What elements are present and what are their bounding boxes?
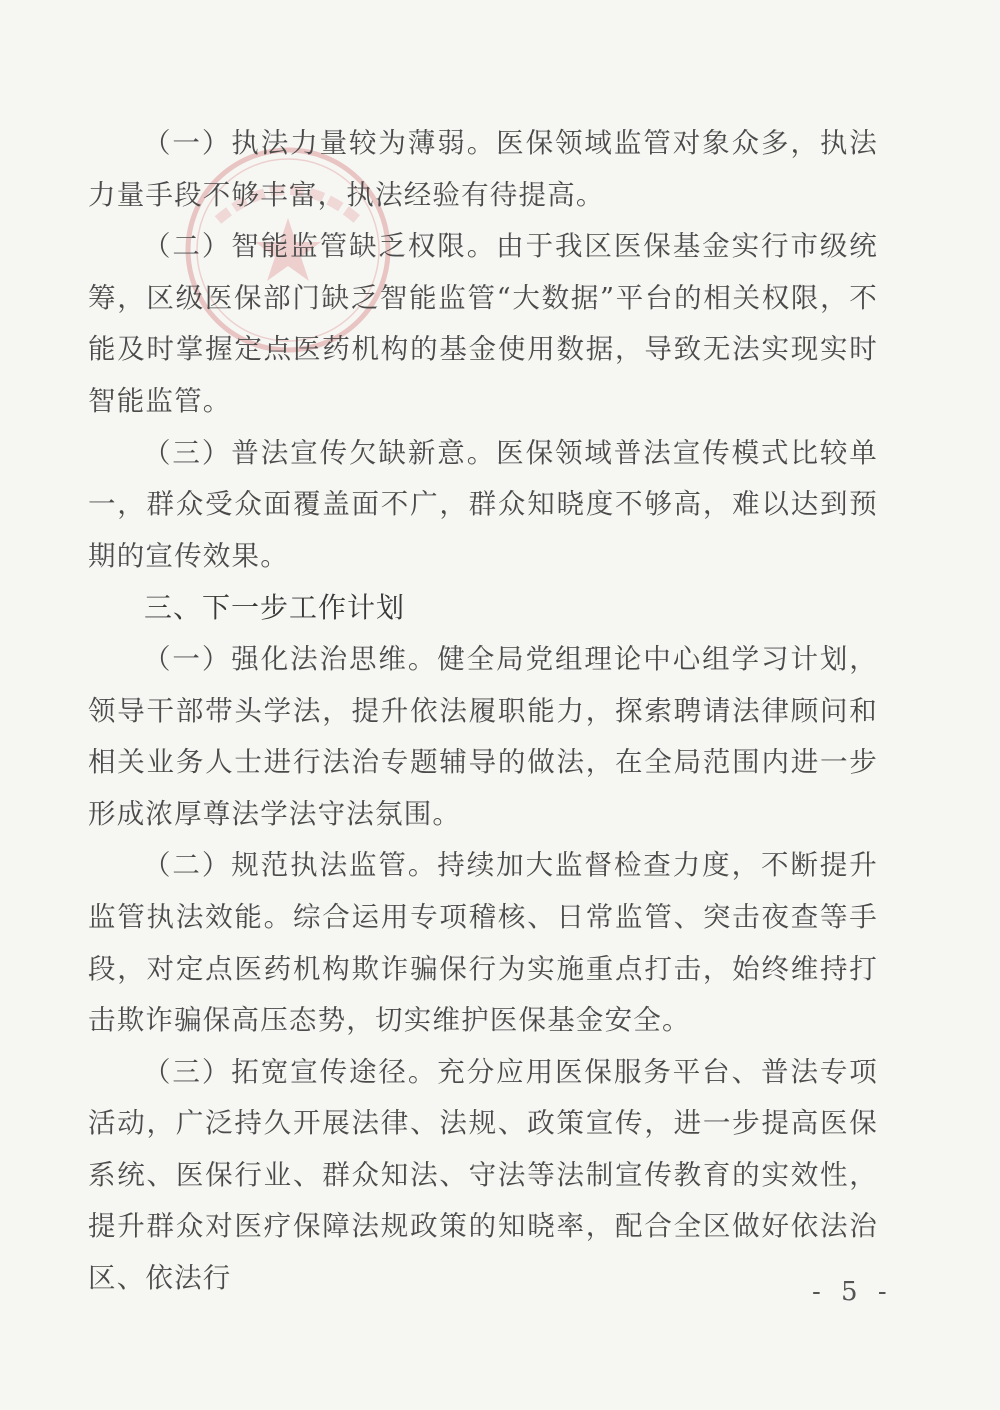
- issue-paragraph-2: （二）智能监管缺乏权限。由于我区医保基金实行市级统筹，区级医保部门缺乏智能监管“大数据”平台的相关权限，不能及时掌握定点医药机构的基金使用数据，导致无法实现实时智能监管。: [88, 230, 878, 417]
- issue-paragraph-3: （三）普法宣传欠缺新意。医保领域普法宣传模式比较单一，群众受众面覆盖面不广，群众知晓度不够高，难以达到预期的宣传效果。: [88, 436, 878, 572]
- issue-paragraph-1: （一）执法力量较为薄弱。医保领域监管对象众多，执法力量手段不够丰富，执法经验有待提高。: [88, 127, 878, 211]
- plan-paragraph-2: （二）规范执法监管。持续加大监督检查力度，不断提升监管执法效能。综合运用专项稽核、日常监管、突击夜查等手段，对定点医药机构欺诈骗保行为实施重点打击，始终维持打击欺诈骗保高压态势，切实维护医保基金安全。: [88, 849, 878, 1037]
- page-number: - 5 -: [812, 1277, 893, 1307]
- section-heading: 三、下一步工作计划: [144, 591, 406, 625]
- plan-paragraph-1: （一）强化法治思维。健全局党组理论中心组学习计划，领导干部带头学法，提升依法履职能力，探索聘请法律顾问和相关业务人士进行法治专题辅导的做法，在全局范围内进一步形成浓厚尊法学法守法氛围。: [88, 642, 878, 830]
- document-body: [88, 118, 878, 1305]
- plan-paragraph-3: （三）拓宽宣传途径。充分应用医保服务平台、普法专项活动，广泛持久开展法律、法规、政策宣传，进一步提高医保系统、医保行业、群众知法、守法等法制宣传教育的实效性，提升群众对医疗保障法规政策的知晓率，配合全区做好依法治区、依法行: [88, 1055, 878, 1295]
